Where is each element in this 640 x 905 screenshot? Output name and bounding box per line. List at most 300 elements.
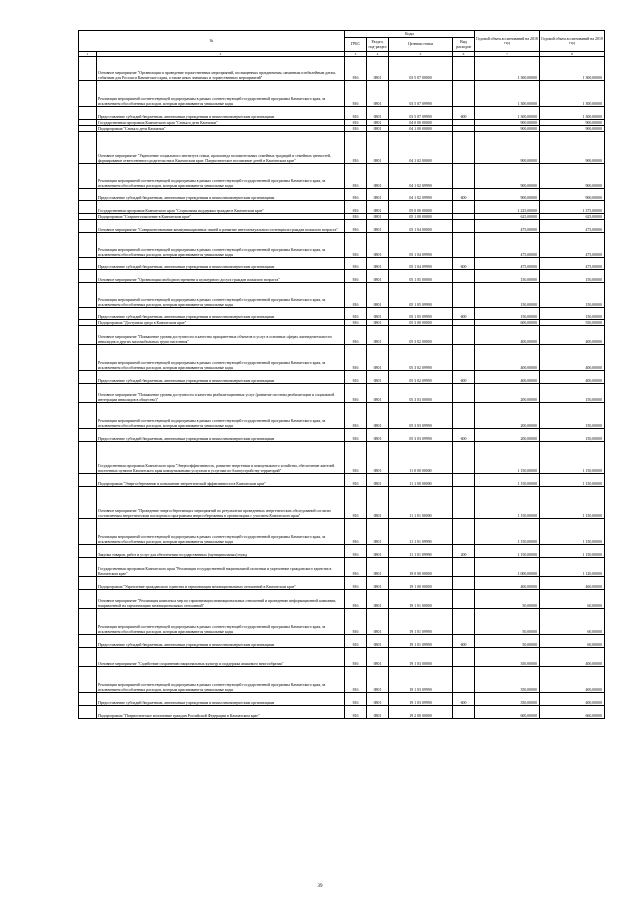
row-name-cell: Реализация мероприятий соответствующей подпрограммы в рамках соответствующей государственной программы Камчатского края, за исключением обособленных расходов, которым присваиваются уникальные коды (97, 667, 345, 693)
row-number-cell (79, 384, 97, 403)
target-article-cell: 05 1 05 09990 (389, 308, 453, 320)
target-article-cell: 05 3 02 09990 (389, 345, 453, 371)
grbs-cell: 816 (345, 57, 367, 81)
razdel-cell: 0801 (367, 545, 389, 558)
table-row (79, 258, 605, 270)
amount-2018-cell: 1 150,00000 (475, 442, 540, 474)
row-number-cell (79, 609, 97, 635)
header-razdel: Раздел, под-раздел (367, 38, 389, 52)
grbs-cell: 816 (345, 201, 367, 214)
target-article-cell: 05 3 03 00000 (389, 384, 453, 403)
amount-2018-cell: 1 150,00000 (475, 519, 540, 545)
table-body (79, 57, 605, 719)
razdel-cell: 0801 (367, 189, 389, 201)
row-name-cell: Реализация мероприятий соответствующей подпрограммы в рамках соответствующей государственной программы Камчатского края, за исключением обособленных расходов, которым присваиваются уникальные коды (97, 519, 345, 545)
col-num-5: 5 (389, 52, 453, 57)
grbs-cell: 816 (345, 403, 367, 429)
amount-2019-cell: 1 150,00000 (540, 474, 605, 487)
table-row (79, 57, 605, 81)
table-row (79, 326, 605, 345)
grbs-cell: 816 (345, 258, 367, 270)
razdel-cell: 0801 (367, 429, 389, 442)
target-article-cell: 19 1 00 00000 (389, 577, 453, 590)
target-article-cell: 19 1 03 09990 (389, 667, 453, 693)
col-num-8: 8 (540, 52, 605, 57)
row-name-cell: Государственная программа Камчатского края "Социальная поддержка граждан в Камчатском крае" (97, 201, 345, 214)
row-name-cell: Реализация мероприятий соответствующей подпрограммы в рамках соответствующей государственной программы Камчатского края, за исключением обособленных расходов, которым присваиваются уникальные коды (97, 164, 345, 189)
target-article-cell: 19 1 03 09990 (389, 693, 453, 706)
row-name-cell: Государственная программа Камчатского края "Семья и дети Камчатки" (97, 120, 345, 126)
table-row (79, 442, 605, 474)
row-number-cell (79, 590, 97, 609)
amount-2019-cell: 400,00000 (540, 648, 605, 667)
target-article-cell: 11 1 00 00000 (389, 474, 453, 487)
header-expense-type: Вид расходов (453, 38, 475, 52)
amount-2018-cell: 475,00000 (475, 220, 540, 233)
row-number-cell (79, 201, 97, 214)
razdel-cell: 0801 (367, 558, 389, 577)
amount-2019-cell: 900,00000 (540, 164, 605, 189)
header-2018: Годовой объем ассигнований на 2018 год (475, 31, 540, 52)
expense-type-cell (453, 345, 475, 371)
amount-2018-cell: 50,00000 (475, 609, 540, 635)
amount-2019-cell: 460,00000 (540, 577, 605, 590)
amount-2019-cell: 1 300,00000 (540, 81, 605, 107)
razdel-cell: 0801 (367, 107, 389, 120)
target-article-cell: 19 1 03 00000 (389, 648, 453, 667)
row-number-cell (79, 233, 97, 258)
grbs-cell: 816 (345, 308, 367, 320)
expense-type-cell (453, 519, 475, 545)
row-name-cell: Предоставление субсидий бюджетным, автономным учреждениям и иным некоммерческим организациям (97, 635, 345, 648)
amount-2019-cell: 1 120,00000 (540, 558, 605, 577)
grbs-cell: 816 (345, 283, 367, 308)
table-row (79, 648, 605, 667)
col-num-7: 7 (475, 52, 540, 57)
grbs-cell: 816 (345, 693, 367, 706)
grbs-cell: 816 (345, 326, 367, 345)
amount-2019-cell: 475,00000 (540, 233, 605, 258)
amount-2019-cell: 900,00000 (540, 120, 605, 126)
target-article-cell: 05 1 04 09990 (389, 258, 453, 270)
row-name-cell: Предоставление субсидий бюджетным, автономным учреждениям и иным некоммерческим организациям (97, 429, 345, 442)
grbs-cell: 816 (345, 164, 367, 189)
razdel-cell: 0801 (367, 233, 389, 258)
target-article-cell: 05 1 05 09990 (389, 283, 453, 308)
table-row (79, 693, 605, 706)
row-name-cell: Подпрограмма "Энергосбережение и повышение энергетической эффективности в Камчатском крае" (97, 474, 345, 487)
amount-2018-cell: 1 300,00000 (475, 107, 540, 120)
row-name-cell: Реализация мероприятий соответствующей подпрограммы в рамках соответствующей государственной программы Камчатского края, за исключением обособленных расходов, которым присваиваются уникальные коды (97, 233, 345, 258)
amount-2019-cell: 150,00000 (540, 429, 605, 442)
grbs-cell: 816 (345, 220, 367, 233)
target-article-cell: 11 1 01 09990 (389, 545, 453, 558)
expense-type-cell (453, 132, 475, 164)
row-name-cell: Предоставление субсидий бюджетным, автономным учреждениям и иным некоммерческим организациям (97, 258, 345, 270)
grbs-cell: 816 (345, 371, 367, 384)
amount-2018-cell: 625,00000 (475, 214, 540, 220)
expense-type-cell (453, 706, 475, 719)
amount-2018-cell: 150,00000 (475, 308, 540, 320)
row-number-cell (79, 308, 97, 320)
target-article-cell: 05 3 03 09990 (389, 403, 453, 429)
amount-2018-cell: 400,00000 (475, 371, 540, 384)
row-name-cell: Подпрограмма "Патриотическое воспитание граждан Российской Федерации в Камчатском крае" (97, 706, 345, 719)
expense-type-cell (453, 558, 475, 577)
target-article-cell: 05 1 05 00000 (389, 270, 453, 283)
row-number-cell (79, 487, 97, 519)
razdel-cell: 0801 (367, 474, 389, 487)
amount-2018-cell: 1 300,00000 (475, 81, 540, 107)
amount-2018-cell: 1 150,00000 (475, 545, 540, 558)
amount-2018-cell: 400,00000 (475, 577, 540, 590)
row-number-cell (79, 667, 97, 693)
razdel-cell: 0801 (367, 371, 389, 384)
amount-2018-cell: 900,00000 (475, 132, 540, 164)
razdel-cell: 0801 (367, 120, 389, 126)
row-name-cell: Закупка товаров, работ и услуг для обеспечения государственных (муниципальных) нужд (97, 545, 345, 558)
row-number-cell (79, 545, 97, 558)
razdel-cell: 0801 (367, 487, 389, 519)
row-number-cell (79, 558, 97, 577)
target-article-cell: 04 1 02 00000 (389, 132, 453, 164)
col-num-4: 4 (367, 52, 389, 57)
target-article-cell: 19 2 00 00000 (389, 706, 453, 719)
header-codes: Коды (345, 31, 475, 38)
expense-type-cell (453, 233, 475, 258)
amount-2018-cell: 1 150,00000 (475, 474, 540, 487)
amount-2018-cell: 350,00000 (475, 667, 540, 693)
amount-2018-cell: 350,00000 (475, 693, 540, 706)
expense-type-cell: 600 (453, 371, 475, 384)
amount-2018-cell: 50,00000 (475, 635, 540, 648)
amount-2018-cell: 900,00000 (475, 120, 540, 126)
target-article-cell: 19 1 01 09990 (389, 635, 453, 648)
row-number-cell (79, 345, 97, 371)
razdel-cell: 0801 (367, 126, 389, 132)
target-article-cell: 05 0 00 00000 (389, 201, 453, 214)
table-row (79, 132, 605, 164)
razdel-cell: 0801 (367, 384, 389, 403)
razdel-cell: 0801 (367, 590, 389, 609)
razdel-cell: 0801 (367, 609, 389, 635)
table-row (79, 233, 605, 258)
expense-type-cell: 600 (453, 258, 475, 270)
amount-2019-cell: 1 150,00000 (540, 487, 605, 519)
row-name-cell: Основное мероприятие "Содействие сохранению национальных культур и поддержка языкового многообразия" (97, 648, 345, 667)
expense-type-cell (453, 590, 475, 609)
grbs-cell: 816 (345, 126, 367, 132)
row-number-cell (79, 693, 97, 706)
row-name-cell: Основное мероприятие "Повышение уровня доступности и качества приоритетных объектов и услуг в основных сферах жизнедеятельности инвалидов и других маломобильных групп населения" (97, 326, 345, 345)
row-name-cell: Основное мероприятие "Организация и проведение торжественных мероприятий, посвященных праздничным, памятным и юбилейным датам, событиям для России и Камчатского края, а также иных значимых и торжественных мероприятий" (97, 57, 345, 81)
target-article-cell: 11 0 00 00000 (389, 442, 453, 474)
header-2019: Годовой объем ассигнований на 2019 год (540, 31, 605, 52)
row-number-cell (79, 635, 97, 648)
table-row (79, 384, 605, 403)
budget-table-sheet (78, 30, 604, 719)
amount-2019-cell: 1 150,00000 (540, 442, 605, 474)
row-number-cell (79, 577, 97, 590)
amount-2019-cell: 475,00000 (540, 220, 605, 233)
amount-2018-cell: 1 300,00000 (475, 57, 540, 81)
row-name-cell: Реализация мероприятий соответствующей подпрограммы в рамках соответствующей государственной программы Камчатского края, за исключением обособленных расходов, которым присваиваются уникальные коды (97, 283, 345, 308)
target-article-cell: 03 5 07 00000 (389, 57, 453, 81)
target-article-cell: 19 1 01 00000 (389, 590, 453, 609)
razdel-cell: 0801 (367, 635, 389, 648)
expense-type-cell (453, 326, 475, 345)
table-row (79, 270, 605, 283)
col-num-6: 6 (453, 52, 475, 57)
expense-type-cell (453, 667, 475, 693)
table-row (79, 635, 605, 648)
expense-type-cell (453, 609, 475, 635)
table-row (79, 345, 605, 371)
budget-table (78, 30, 605, 719)
header-grbs: ГРБС (345, 38, 367, 52)
amount-2019-cell: 1 150,00000 (540, 519, 605, 545)
table-row (79, 429, 605, 442)
target-article-cell: 11 1 01 00000 (389, 487, 453, 519)
expense-type-cell (453, 474, 475, 487)
amount-2018-cell: 900,00000 (475, 189, 540, 201)
row-number-cell (79, 270, 97, 283)
amount-2018-cell: 1 225,00000 (475, 201, 540, 214)
grbs-cell: 816 (345, 214, 367, 220)
razdel-cell: 0801 (367, 220, 389, 233)
expense-type-cell: 200 (453, 545, 475, 558)
expense-type-cell: 600 (453, 429, 475, 442)
header-number: № (79, 31, 345, 52)
razdel-cell: 0801 (367, 258, 389, 270)
amount-2019-cell: 1 150,00000 (540, 545, 605, 558)
amount-2018-cell: 150,00000 (475, 270, 540, 283)
table-row (79, 308, 605, 320)
target-article-cell: 04 1 02 09990 (389, 189, 453, 201)
grbs-cell: 816 (345, 132, 367, 164)
expense-type-cell (453, 403, 475, 429)
expense-type-cell (453, 384, 475, 403)
row-number-cell (79, 706, 97, 719)
razdel-cell: 0801 (367, 81, 389, 107)
expense-type-cell (453, 487, 475, 519)
amount-2019-cell: 400,00000 (540, 326, 605, 345)
amount-2018-cell: 475,00000 (475, 233, 540, 258)
target-article-cell: 04 1 02 09990 (389, 164, 453, 189)
row-number-cell (79, 164, 97, 189)
amount-2019-cell: 1 375,00000 (540, 201, 605, 214)
row-name-cell: Предоставление субсидий бюджетным, автономным учреждениям и иным некоммерческим организациям (97, 308, 345, 320)
row-number-cell (79, 474, 97, 487)
grbs-cell: 816 (345, 474, 367, 487)
grbs-cell: 816 (345, 609, 367, 635)
table-row (79, 201, 605, 214)
amount-2019-cell: 150,00000 (540, 283, 605, 308)
grbs-cell: 816 (345, 81, 367, 107)
razdel-cell: 0801 (367, 403, 389, 429)
amount-2019-cell: 550,00000 (540, 320, 605, 326)
row-name-cell: Подпрограмма "Семья и дети Камчатки" (97, 126, 345, 132)
header-target-article: Целевая статья (389, 38, 453, 52)
table-row (79, 590, 605, 609)
amount-2019-cell: 60,00000 (540, 590, 605, 609)
row-name-cell: Основное мероприятие "Реализация комплекса мер по гармонизации межнациональных отношений и проведению информационной кампании, направленной на гармонизацию межнациональных отношений" (97, 590, 345, 609)
table-row (79, 519, 605, 545)
amount-2019-cell: 475,00000 (540, 258, 605, 270)
row-number-cell (79, 519, 97, 545)
grbs-cell: 816 (345, 487, 367, 519)
row-name-cell: Основное мероприятие "Организация свободного времени и культурного досуга граждан пожилого возраста" (97, 270, 345, 283)
row-name-cell: Реализация мероприятий соответствующей подпрограммы в рамках соответствующей государственной программы Камчатского края, за исключением обособленных расходов, которым присваиваются уникальные коды (97, 403, 345, 429)
razdel-cell: 0801 (367, 693, 389, 706)
grbs-cell: 816 (345, 320, 367, 326)
row-number-cell (79, 403, 97, 429)
amount-2019-cell: 625,00000 (540, 214, 605, 220)
expense-type-cell (453, 283, 475, 308)
row-name-cell: Государственная программа Камчатского края "Энергоэффективность, развитие энергетики и коммунального хозяйства, обеспечение жителей населенных пунктов Камчатского края коммунальными услугами и услугами по благоустройству территорий" (97, 442, 345, 474)
amount-2018-cell: 600,00000 (475, 320, 540, 326)
expense-type-cell (453, 220, 475, 233)
table-row (79, 371, 605, 384)
grbs-cell: 816 (345, 429, 367, 442)
razdel-cell: 0801 (367, 345, 389, 371)
table-row (79, 107, 605, 120)
table-row (79, 164, 605, 189)
row-number-cell (79, 81, 97, 107)
razdel-cell: 0801 (367, 164, 389, 189)
expense-type-cell: 600 (453, 107, 475, 120)
row-name-cell: Основное мероприятие "Проведение энергосберегающих мероприятий по результатам проведенных энергетических обследований согласно составленным энергетическим паспортам и программам энергосбережения в организациях с участием Камчатского края" (97, 487, 345, 519)
amount-2019-cell: 60,00000 (540, 635, 605, 648)
row-name-cell: Основное мероприятие "Укрепление социального института семьи, пропаганда положительных семейных традиций и семейных ценностей, формирование ответственного родительства в Камчатском крае. Патриотическое воспитание детей в Камчатском крае" (97, 132, 345, 164)
expense-type-cell (453, 81, 475, 107)
row-number-cell (79, 429, 97, 442)
amount-2019-cell: 400,00000 (540, 667, 605, 693)
grbs-cell: 816 (345, 442, 367, 474)
razdel-cell: 0801 (367, 326, 389, 345)
amount-2019-cell: 660,00000 (540, 706, 605, 719)
target-article-cell: 19 1 01 09990 (389, 609, 453, 635)
row-number-cell (79, 258, 97, 270)
row-name-cell: Предоставление субсидий бюджетным, автономным учреждениям и иным некоммерческим организациям (97, 189, 345, 201)
grbs-cell: 816 (345, 345, 367, 371)
row-name-cell: Предоставление субсидий бюджетным, автономным учреждениям и иным некоммерческим организациям (97, 693, 345, 706)
razdel-cell: 0801 (367, 283, 389, 308)
table-row (79, 706, 605, 719)
row-name-cell: Подпрограмма "Доступная среда в Камчатском крае" (97, 320, 345, 326)
grbs-cell: 816 (345, 519, 367, 545)
target-article-cell: 03 5 07 09990 (389, 81, 453, 107)
expense-type-cell: 600 (453, 693, 475, 706)
grbs-cell: 816 (345, 545, 367, 558)
razdel-cell: 0801 (367, 214, 389, 220)
razdel-cell: 0801 (367, 442, 389, 474)
expense-type-cell (453, 577, 475, 590)
amount-2018-cell: 200,00000 (475, 384, 540, 403)
expense-type-cell (453, 164, 475, 189)
grbs-cell: 816 (345, 706, 367, 719)
amount-2018-cell: 475,00000 (475, 258, 540, 270)
row-name-cell: Реализация мероприятий соответствующей подпрограммы в рамках соответствующей государственной программы Камчатского края, за исключением обособленных расходов, которым присваиваются уникальные коды (97, 345, 345, 371)
amount-2019-cell: 400,00000 (540, 345, 605, 371)
target-article-cell: 04 1 00 00000 (389, 126, 453, 132)
amount-2019-cell: 900,00000 (540, 132, 605, 164)
row-number-cell (79, 648, 97, 667)
grbs-cell: 816 (345, 558, 367, 577)
row-name-cell: Предоставление субсидий бюджетным, автономным учреждениям и иным некоммерческим организациям (97, 107, 345, 120)
expense-type-cell (453, 648, 475, 667)
table-row (79, 403, 605, 429)
target-article-cell: 05 3 00 00000 (389, 320, 453, 326)
grbs-cell: 816 (345, 233, 367, 258)
expense-type-cell (453, 270, 475, 283)
amount-2019-cell: 150,00000 (540, 308, 605, 320)
expense-type-cell: 600 (453, 635, 475, 648)
amount-2019-cell: 1 300,00000 (540, 57, 605, 81)
expense-type-cell (453, 442, 475, 474)
row-number-cell (79, 326, 97, 345)
target-article-cell: 05 1 04 00000 (389, 220, 453, 233)
amount-2019-cell: 1 300,00000 (540, 107, 605, 120)
razdel-cell: 0801 (367, 201, 389, 214)
table-row (79, 81, 605, 107)
row-number-cell (79, 107, 97, 120)
expense-type-cell: 600 (453, 308, 475, 320)
grbs-cell: 816 (345, 107, 367, 120)
target-article-cell: 05 3 02 00000 (389, 326, 453, 345)
amount-2019-cell: 900,00000 (540, 126, 605, 132)
row-number-cell (79, 220, 97, 233)
amount-2018-cell: 150,00000 (475, 283, 540, 308)
row-name-cell: Предоставление субсидий бюджетным, автономным учреждениям и иным некоммерческим организациям (97, 371, 345, 384)
target-article-cell: 19 0 00 00000 (389, 558, 453, 577)
amount-2018-cell: 900,00000 (475, 126, 540, 132)
amount-2019-cell: 400,00000 (540, 371, 605, 384)
target-article-cell: 03 5 07 09990 (389, 107, 453, 120)
table-row (79, 558, 605, 577)
grbs-cell: 816 (345, 270, 367, 283)
expense-type-cell (453, 201, 475, 214)
row-name-cell: Государственная программа Камчатского края "Реализация государственной национальной политики и укрепление гражданского единства в Камчатском крае" (97, 558, 345, 577)
amount-2018-cell: 200,00000 (475, 429, 540, 442)
razdel-cell: 0801 (367, 132, 389, 164)
table-row (79, 283, 605, 308)
grbs-cell: 816 (345, 648, 367, 667)
grbs-cell: 816 (345, 590, 367, 609)
amount-2019-cell: 150,00000 (540, 403, 605, 429)
razdel-cell: 0801 (367, 270, 389, 283)
row-number-cell (79, 371, 97, 384)
row-name-cell: Подпрограмма "Укрепление гражданского единства и гармонизация межнациональных отношений в Камчатском крае" (97, 577, 345, 590)
table-row (79, 545, 605, 558)
table-row (79, 577, 605, 590)
razdel-cell: 0801 (367, 320, 389, 326)
grbs-cell: 816 (345, 667, 367, 693)
row-number-cell (79, 283, 97, 308)
amount-2018-cell: 400,00000 (475, 345, 540, 371)
amount-2018-cell: 350,00000 (475, 648, 540, 667)
grbs-cell: 816 (345, 635, 367, 648)
expense-type-cell (453, 57, 475, 81)
razdel-cell: 0801 (367, 667, 389, 693)
razdel-cell: 0801 (367, 577, 389, 590)
razdel-cell: 0801 (367, 519, 389, 545)
table-row (79, 487, 605, 519)
amount-2019-cell: 400,00000 (540, 693, 605, 706)
amount-2018-cell: 900,00000 (475, 164, 540, 189)
grbs-cell: 816 (345, 577, 367, 590)
table-row (79, 609, 605, 635)
